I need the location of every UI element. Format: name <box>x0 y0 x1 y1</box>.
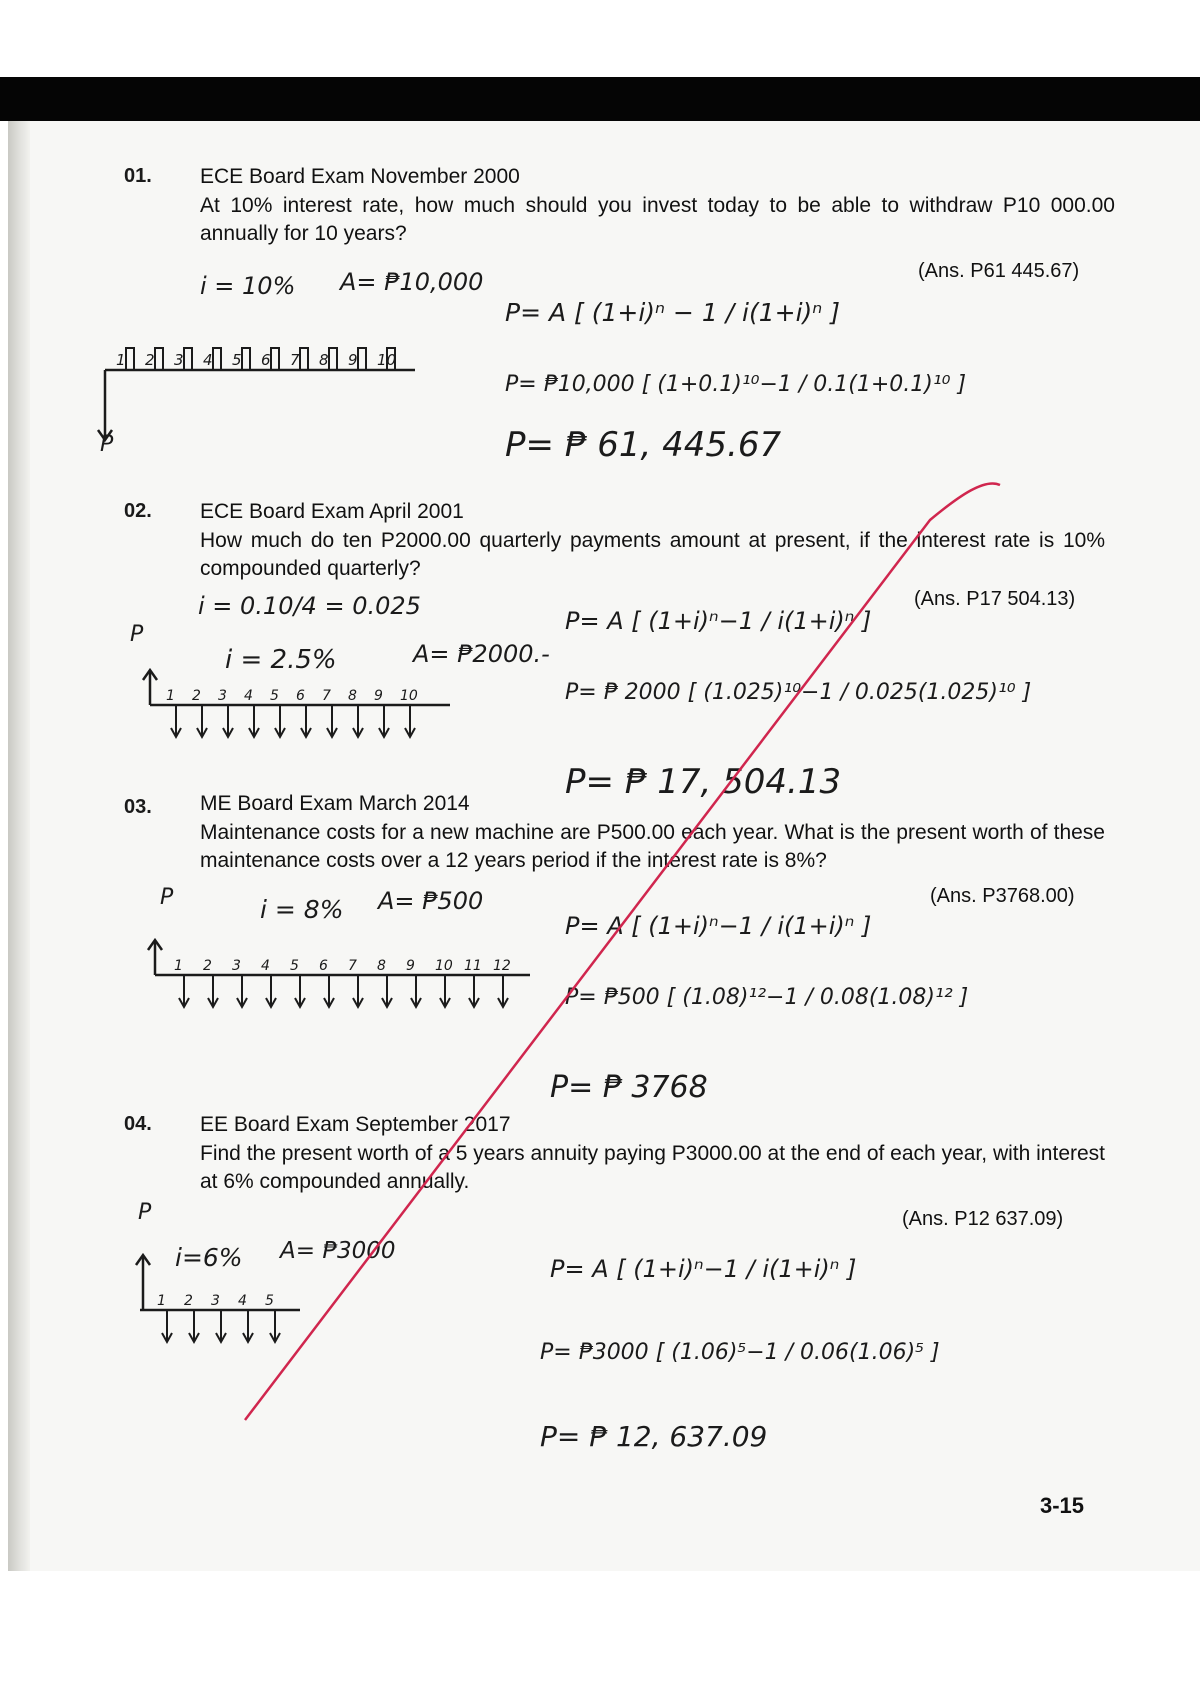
timeline-tick-label: 9 <box>406 958 415 974</box>
hw-result: P= ₱ 17, 504.13 <box>565 762 842 802</box>
problem-text: How much do ten P2000.00 quarterly payments amount at present, if the interest rate is 10% compounded quarterly? <box>200 529 1105 580</box>
hw-given-annuity: A= ₱500 <box>378 887 484 915</box>
hw-given-interest: i = 8% <box>260 895 344 924</box>
hw-result: P= ₱ 12, 637.09 <box>540 1420 768 1453</box>
timeline-tick-label: 1 <box>157 1293 166 1309</box>
hw-result: P= ₱ 61, 445.67 <box>505 425 782 465</box>
timeline-tick-label: 2 <box>184 1293 193 1309</box>
problem-number: 02. <box>124 500 152 522</box>
problem-text: Maintenance costs for a new machine are P500.00 each year. What is the present worth of these maintenance costs over a 12 years period if the interest rate is 8%? <box>200 821 1105 872</box>
hw-given-interest: i = 10% <box>200 272 296 300</box>
timeline-tick-label: 5 <box>232 351 242 369</box>
timeline-tick-label: 4 <box>244 688 253 704</box>
timeline-tick-label: 11 <box>464 958 482 974</box>
timeline-tick-label: 5 <box>270 688 279 704</box>
problem-title: ECE Board Exam April 2001 <box>200 500 464 523</box>
timeline-tick-label: 3 <box>232 958 241 974</box>
timeline-tick-label: 5 <box>265 1293 274 1309</box>
timeline-tick-label: 6 <box>296 688 305 704</box>
payment-arrow <box>329 348 337 370</box>
timeline-tick-label: 5 <box>290 958 299 974</box>
answer: (Ans. P61 445.67) <box>918 260 1080 282</box>
payment-arrow <box>155 348 163 370</box>
timeline-tick-label: 1 <box>116 351 126 369</box>
answer: (Ans. P17 504.13) <box>914 588 1076 610</box>
timeline-tick-label: 4 <box>261 958 270 974</box>
payment-arrow <box>184 348 192 370</box>
hw-present-label: P <box>100 432 114 457</box>
hw-formula: P= A [ (1+i)ⁿ − 1 / i(1+i)ⁿ ] <box>505 298 840 327</box>
hw-given-annuity: A= ₱3000 <box>280 1238 396 1264</box>
hw-result: P= ₱ 3768 <box>550 1070 708 1105</box>
hw-given-interest: i = 0.10/4 = 0.025 <box>198 592 421 620</box>
timeline-tick-label: 7 <box>290 351 300 369</box>
hw-formula: P= A [ (1+i)ⁿ−1 / i(1+i)ⁿ ] <box>565 607 872 635</box>
hw-present-label: P <box>130 622 144 647</box>
hw-substitution: P= ₱500 [ (1.08)¹²−1 / 0.08(1.08)¹² ] <box>565 985 969 1010</box>
timeline-tick-label: 2 <box>145 351 155 369</box>
timeline-tick-label: 1 <box>174 958 183 974</box>
timeline-tick-label: 8 <box>348 688 357 704</box>
payment-arrow <box>271 348 279 370</box>
timeline-tick-label: 6 <box>261 351 271 369</box>
problem-number: 01. <box>124 165 152 187</box>
hw-present-label: P <box>138 1200 152 1225</box>
timeline-tick-label: 2 <box>203 958 212 974</box>
timeline-tick-label: 10 <box>435 958 453 974</box>
payment-arrow <box>300 348 308 370</box>
payment-arrow <box>242 348 250 370</box>
payment-arrow <box>126 348 134 370</box>
hw-substitution: P= ₱ 2000 [ (1.025)¹⁰−1 / 0.025(1.025)¹⁰ ] <box>565 680 1032 705</box>
hw-substitution: P= ₱3000 [ (1.06)⁵−1 / 0.06(1.06)⁵ ] <box>540 1340 940 1365</box>
payment-arrow <box>213 348 221 370</box>
timeline-tick-label: 10 <box>400 688 418 704</box>
page-number: 3-15 <box>1040 1493 1085 1518</box>
timeline-tick-label: 7 <box>348 958 357 974</box>
problem-number: 03. <box>124 796 152 818</box>
problem-text: At 10% interest rate, how much should you invest today to be able to withdraw P10 000.00 annually for 10 years? <box>200 194 1115 245</box>
timeline-tick-label: 3 <box>174 351 184 369</box>
timeline-tick-label: 8 <box>377 958 386 974</box>
timeline-tick-label: 3 <box>218 688 227 704</box>
payment-arrow <box>358 348 366 370</box>
timeline-tick-label: 10 <box>377 351 397 369</box>
timeline-tick-label: 4 <box>203 351 213 369</box>
hw-present-label: P <box>160 885 174 910</box>
timeline-tick-label: 3 <box>211 1293 220 1309</box>
timeline-tick-label: 4 <box>238 1293 247 1309</box>
problem-title: ECE Board Exam November 2000 <box>200 165 520 188</box>
problem-number: 04. <box>124 1113 152 1135</box>
timeline-tick-label: 7 <box>322 688 331 704</box>
timeline-tick-label: 1 <box>166 688 175 704</box>
hw-formula: P= A [ (1+i)ⁿ−1 / i(1+i)ⁿ ] <box>550 1255 857 1283</box>
problem-text: Find the present worth of a 5 years annuity paying P3000.00 at the end of each year, with interest at 6% compounded annually. <box>200 1142 1105 1193</box>
timeline-tick-label: 8 <box>319 351 329 369</box>
hw-given-interest-percent: i = 2.5% <box>225 645 337 675</box>
answer: (Ans. P12 637.09) <box>902 1208 1064 1230</box>
hw-substitution: P= ₱10,000 [ (1+0.1)¹⁰−1 / 0.1(1+0.1)¹⁰ ] <box>505 372 967 397</box>
timeline-tick-label: 6 <box>319 958 328 974</box>
hw-given-interest: i=6% <box>175 1243 243 1272</box>
answer: (Ans. P3768.00) <box>930 885 1075 907</box>
hw-given-annuity: A= ₱2000.- <box>413 640 550 668</box>
timeline-tick-label: 9 <box>374 688 383 704</box>
timeline-tick-label: 2 <box>192 688 201 704</box>
problem-title: ME Board Exam March 2014 <box>200 792 470 815</box>
hw-formula: P= A [ (1+i)ⁿ−1 / i(1+i)ⁿ ] <box>565 912 872 940</box>
problem-title: EE Board Exam September 2017 <box>200 1113 511 1136</box>
hw-given-annuity: A= ₱10,000 <box>340 268 484 296</box>
timeline-tick-label: 9 <box>348 351 358 369</box>
red-slash-mark <box>245 483 1000 1420</box>
timeline-tick-label: 12 <box>493 958 511 974</box>
